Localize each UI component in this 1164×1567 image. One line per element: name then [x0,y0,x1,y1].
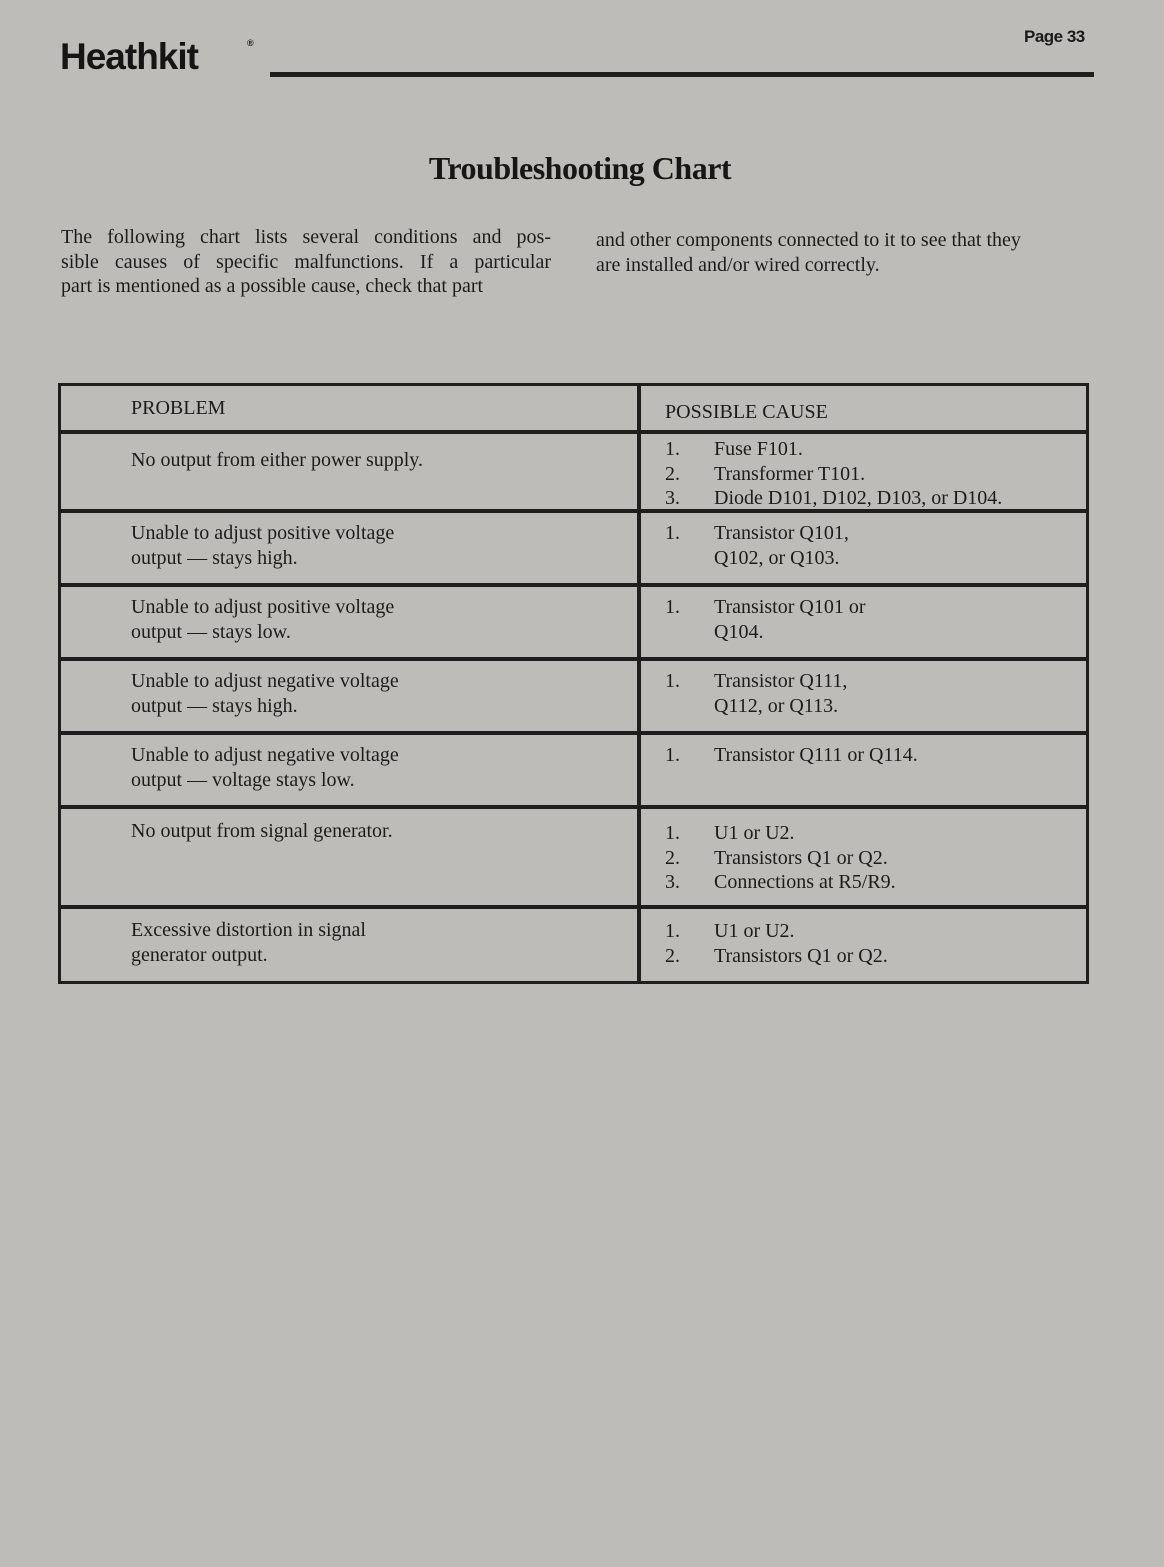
cause-header: POSSIBLE CAUSE [665,401,828,423]
cause-number: 1. [665,744,680,766]
cause-cell [641,661,1086,731]
cause-line: Transistors Q1 or Q2. [714,846,888,869]
cause-line: Transistor Q111, [714,670,848,692]
problem-text: Excessive distortion in signal [131,919,366,941]
cause-number: 3. [665,487,680,509]
cause-text [714,846,888,871]
cause-line: Transistor Q101, [714,522,849,544]
table-row [61,509,1086,583]
cause-text [714,595,866,644]
intro-left-column [61,225,551,299]
cause-number: 1. [665,670,680,692]
problem-text: output — stays high. [131,546,298,569]
cause-number: 2. [665,944,680,967]
intro-line: part is mentioned as a possible cause, check that part [61,275,484,297]
cause-number: 1. [665,822,680,844]
cause-item [665,462,1086,487]
problem-text: generator output. [131,943,268,966]
registered-mark: ® [247,38,254,48]
problem-text: output — stays high. [131,694,298,717]
problem-text: Unable to adjust positive voltage [131,596,395,618]
cause-number: 1. [665,596,680,618]
cause-text [714,462,865,487]
problem-text: output — stays low. [131,620,291,643]
page-number: Page 33 [1024,27,1085,46]
cause-text [714,821,795,846]
cause-line: Transistor Q101 or [714,596,866,618]
cause-item [665,437,1086,462]
table-row [61,430,1086,509]
cause-number: 2. [665,462,680,485]
cause-number: 3. [665,871,680,893]
table-row [61,805,1086,905]
problem-cell [61,587,641,657]
problem-text: No output from signal generator. [131,820,393,842]
cause-line: Q102, or Q103. [714,546,840,569]
cause-line: Q112, or Q113. [714,694,839,717]
problem-cell [61,909,641,981]
cause-cell [641,909,1086,981]
cause-line: Diode D101, D102, D103, or D104. [714,487,1003,509]
intro-line: are installed and/or wired correctly. [596,253,880,276]
heathkit-logo [60,36,254,78]
problem-text: Unable to adjust negative voltage [131,670,399,692]
cause-item [665,486,1086,511]
cause-text [714,486,1002,511]
cause-line: Transistors Q1 or Q2. [714,944,888,967]
table-row [61,583,1086,657]
cause-line: U1 or U2. [714,822,795,844]
cause-item [665,919,1086,944]
logo-text: Heathkit [60,36,198,77]
page-title: Troubleshooting Chart [428,150,732,186]
cause-cell [641,809,1086,905]
cause-line: Transformer T101. [714,462,866,485]
cause-item [665,669,1086,718]
cause-cell [641,434,1086,509]
cause-number: 1. [665,522,680,544]
intro-line: The following chart lists several conditions and pos- [61,226,551,248]
cause-number: 1. [665,920,680,942]
table-header-row [61,386,1086,430]
cause-item [665,521,1086,570]
cause-number: 1. [665,438,680,460]
problem-header: PROBLEM [61,386,641,430]
cause-text [714,743,918,768]
cause-item [665,846,1086,871]
cause-line: Connections at R5/R9. [714,871,896,893]
problem-text: output — voltage stays low. [131,768,355,791]
intro-line: and other components connected to it to see that they [596,229,1021,251]
cause-text [714,669,847,718]
cause-text [714,437,803,462]
table-row [61,905,1086,981]
problem-text: Unable to adjust negative voltage [131,744,399,766]
problem-cell [61,735,641,805]
problem-cell [61,434,641,509]
problem-text: No output from either power supply. [131,449,423,471]
cause-item [665,743,1086,768]
problem-cell [61,661,641,731]
cause-cell [641,735,1086,805]
cause-line: Transistor Q111 or Q114. [714,744,918,766]
problem-cell [61,513,641,583]
cause-number: 2. [665,846,680,869]
problem-text: Unable to adjust positive voltage [131,522,395,544]
header-rule [270,72,1094,77]
table-row [61,657,1086,731]
cause-item [665,944,1086,969]
cause-cell [641,513,1086,583]
cause-item [665,821,1086,846]
cause-text [714,870,896,895]
intro-line: sible causes of specific malfunctions. If a particular [61,250,551,273]
intro-right-column [596,228,1096,277]
problem-cell [61,809,641,905]
cause-line: U1 or U2. [714,920,795,942]
cause-text [714,521,849,570]
cause-line: Fuse F101. [714,438,803,460]
table-row [61,731,1086,805]
cause-item [665,595,1086,644]
troubleshooting-table [58,383,1089,984]
cause-line: Q104. [714,620,764,643]
cause-item [665,870,1086,895]
cause-cell [641,587,1086,657]
cause-text [714,944,888,969]
cause-text [714,919,795,944]
